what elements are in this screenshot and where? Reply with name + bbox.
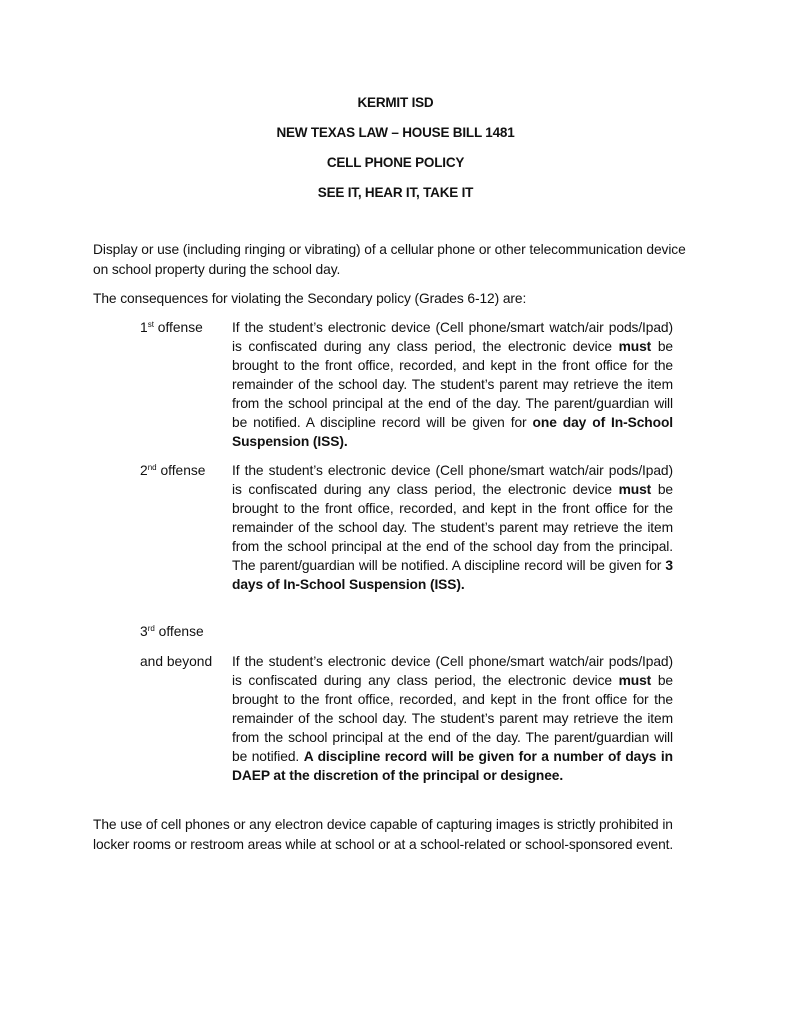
must-emphasis: must	[618, 673, 652, 688]
offense-word: offense	[160, 463, 206, 478]
offense-word: offense	[157, 320, 203, 335]
must-emphasis: must	[618, 339, 652, 354]
consequences-intro: The consequences for violating the Secondary policy (Grades 6-12) are:	[93, 291, 527, 306]
offense-ordinal: rd	[147, 624, 155, 633]
offense-word: offense	[158, 624, 204, 639]
third-offense-label	[140, 622, 204, 641]
offense-number: 1	[140, 320, 148, 335]
third-offense-text: If the student’s electronic device (Cell phone/smart watch/air pods/Ipad) is confiscated during any class period, the electronic device must be brought to the front office, recorded, and kept in the front office for the remainder of the school day. The student’s parent may retrieve the item from the school principal at the end of the day. The parent/guardian will be notified. A discipline record will be given for a number of days in DAEP at the discretion of the principal or designee.	[232, 654, 673, 783]
offense-number: 2	[140, 463, 148, 478]
second-offense-label	[140, 461, 205, 480]
offense-ordinal: st	[147, 320, 154, 329]
offense-number: 3	[140, 624, 148, 639]
document-header	[0, 94, 791, 214]
closing-paragraph: The use of cell phones or any electron device capable of capturing images is strictly prohibited in locker rooms or restroom areas while at school or at a school-related or school-sponsored event.	[93, 817, 674, 852]
intro-paragraph: Display or use (including ringing or vibrating) of a cellular phone or other telecommunication device on school property during the school day.	[93, 242, 686, 277]
first-offense-penalty: one day of In-School Suspension (ISS).	[232, 415, 674, 449]
second-offense-text: If the student’s electronic device (Cell phone/smart watch/air pods/Ipad) is confiscated during any class period, the electronic device must be brought to the front office, recorded, and kept in the front office for the remainder of the school day. The student’s parent may retrieve the item from the school principal at the end of the school day from the principal. The parent/guardian will be notified. A discipline record will be given for 3 days of In-School Suspension (ISS).	[232, 463, 673, 592]
policy-slogan: SEE IT, HEAR IT, TAKE IT	[317, 185, 474, 200]
law-title: NEW TEXAS LAW – HOUSE BILL 1481	[276, 125, 515, 140]
second-offense-penalty: 3 days of In-School Suspension (ISS).	[232, 558, 673, 592]
district-name: KERMIT ISD	[357, 95, 434, 110]
must-emphasis: must	[618, 482, 652, 497]
offense-ordinal: nd	[147, 463, 157, 472]
first-offense-text: If the student’s electronic device (Cell phone/smart watch/air pods/Ipad) is confiscated during any class period, the electronic device must be brought to the front office, recorded, and kept in the front office for the remainder of the school day. The student’s parent may retrieve the item from the school principal at the end of the day. The parent/guardian will be notified. A discipline record will be given for one day of In-School Suspension (ISS).	[232, 320, 674, 449]
third-offense-penalty: A discipline record will be given for a number of days in DAEP at the discretion of the principal or designee.	[232, 749, 673, 783]
first-offense-label	[140, 318, 203, 337]
third-offense-label-continued: and beyond	[140, 654, 213, 669]
policy-title: CELL PHONE POLICY	[326, 155, 465, 170]
